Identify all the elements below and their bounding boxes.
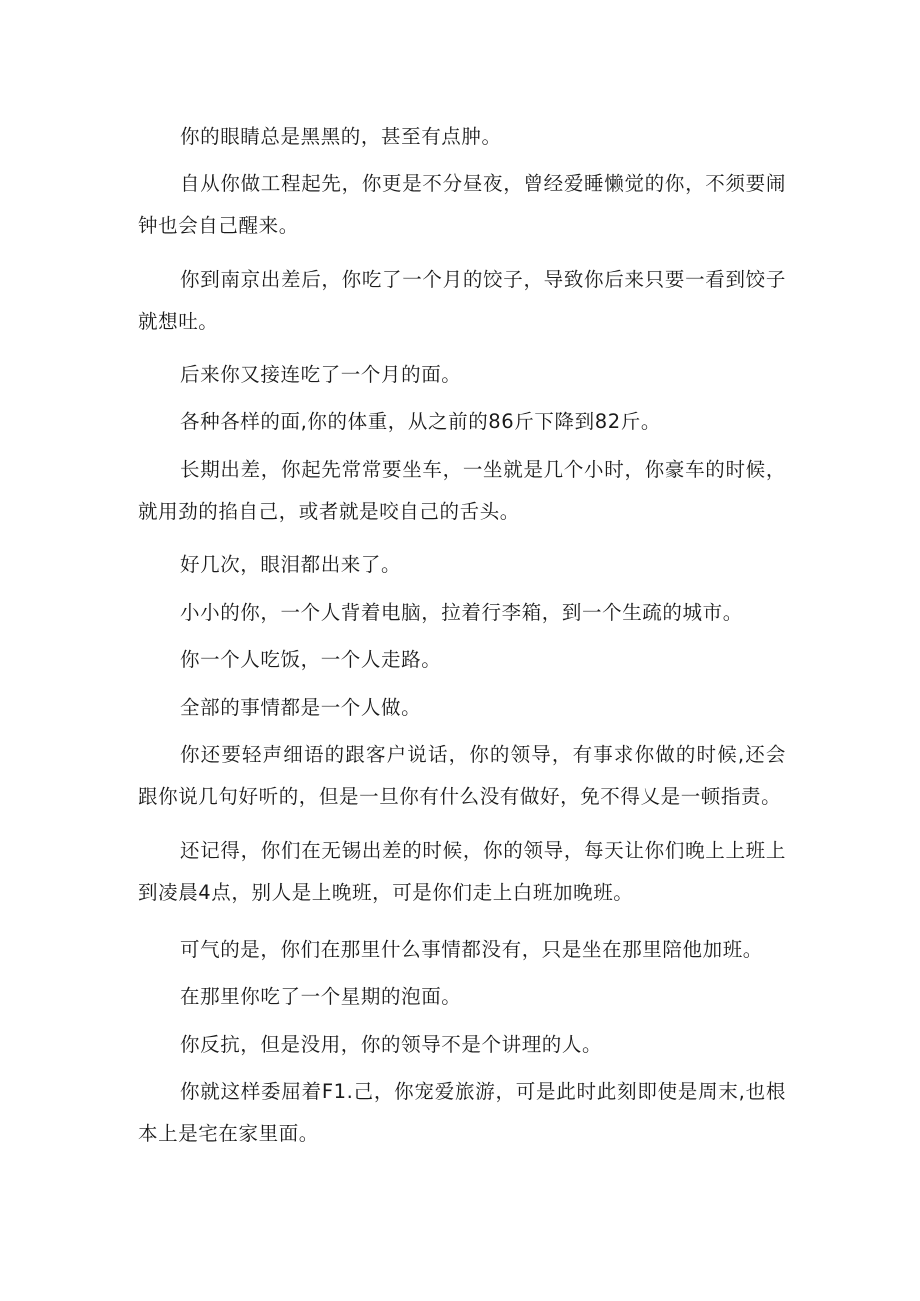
paragraph-3: 你到南京出差后，你吃了一个月的饺子，导致你后来只要一看到饺子就想吐。 — [138, 268, 786, 333]
paragraph-1: 你的眼睛总是黑黑的，甚至有点肿。 — [180, 125, 502, 148]
paragraph-9: 你一个人吃饭，一个人走路。 — [180, 648, 442, 671]
paragraph-6: 长期出差，你起先常常要坐车，一坐就是几个小时，你豪车的时候，就用劲的掐自己，或者就是咬自己的舌头。 — [138, 458, 786, 523]
paragraph-4: 后来你又接连吃了一个月的面。 — [180, 363, 462, 386]
paragraph-11: 你还要轻声细语的跟客户说话，你的领导，有事求你做的时候,还会跟你说几句好听的，但是一旦你有什么没有做好，免不得乂是一顿指责。 — [138, 743, 786, 808]
paragraph-16: 你就这样委屈着F1.己，你宠爱旅游，可是此时此刻即使是周末,也根本上是宅在家里面。 — [138, 1080, 786, 1145]
paragraph-12: 还记得，你们在无锡出差的时候，你的领导，每天让你们晚上上班上到凌晨4点，别人是上晚班，可是你们走上白班加晚班。 — [138, 839, 786, 904]
paragraph-14: 在那里你吃了一个星期的泡面。 — [180, 985, 462, 1008]
paragraph-7: 好几次，眼泪都出来了。 — [180, 553, 402, 576]
paragraph-5: 各种各样的面,你的体重，从之前的86斤下降到82斤。 — [180, 410, 661, 433]
paragraph-13: 可气的是，你们在那里什么事情都没有，只是坐在那里陪他加班。 — [180, 938, 763, 961]
paragraph-15: 你反抗，但是没用，你的领导不是个讲理的人。 — [180, 1033, 603, 1056]
paragraph-10: 全部的事情都是一个人做。 — [180, 696, 422, 719]
paragraph-2: 自从你做工程起先，你更是不分昼夜，曾经爱睡懒觉的你，不须要闹钟也会自己醒来。 — [138, 172, 786, 237]
paragraph-8: 小小的你，一个人背着电脑，拉着行李箱，到一个生疏的城市。 — [180, 601, 743, 624]
